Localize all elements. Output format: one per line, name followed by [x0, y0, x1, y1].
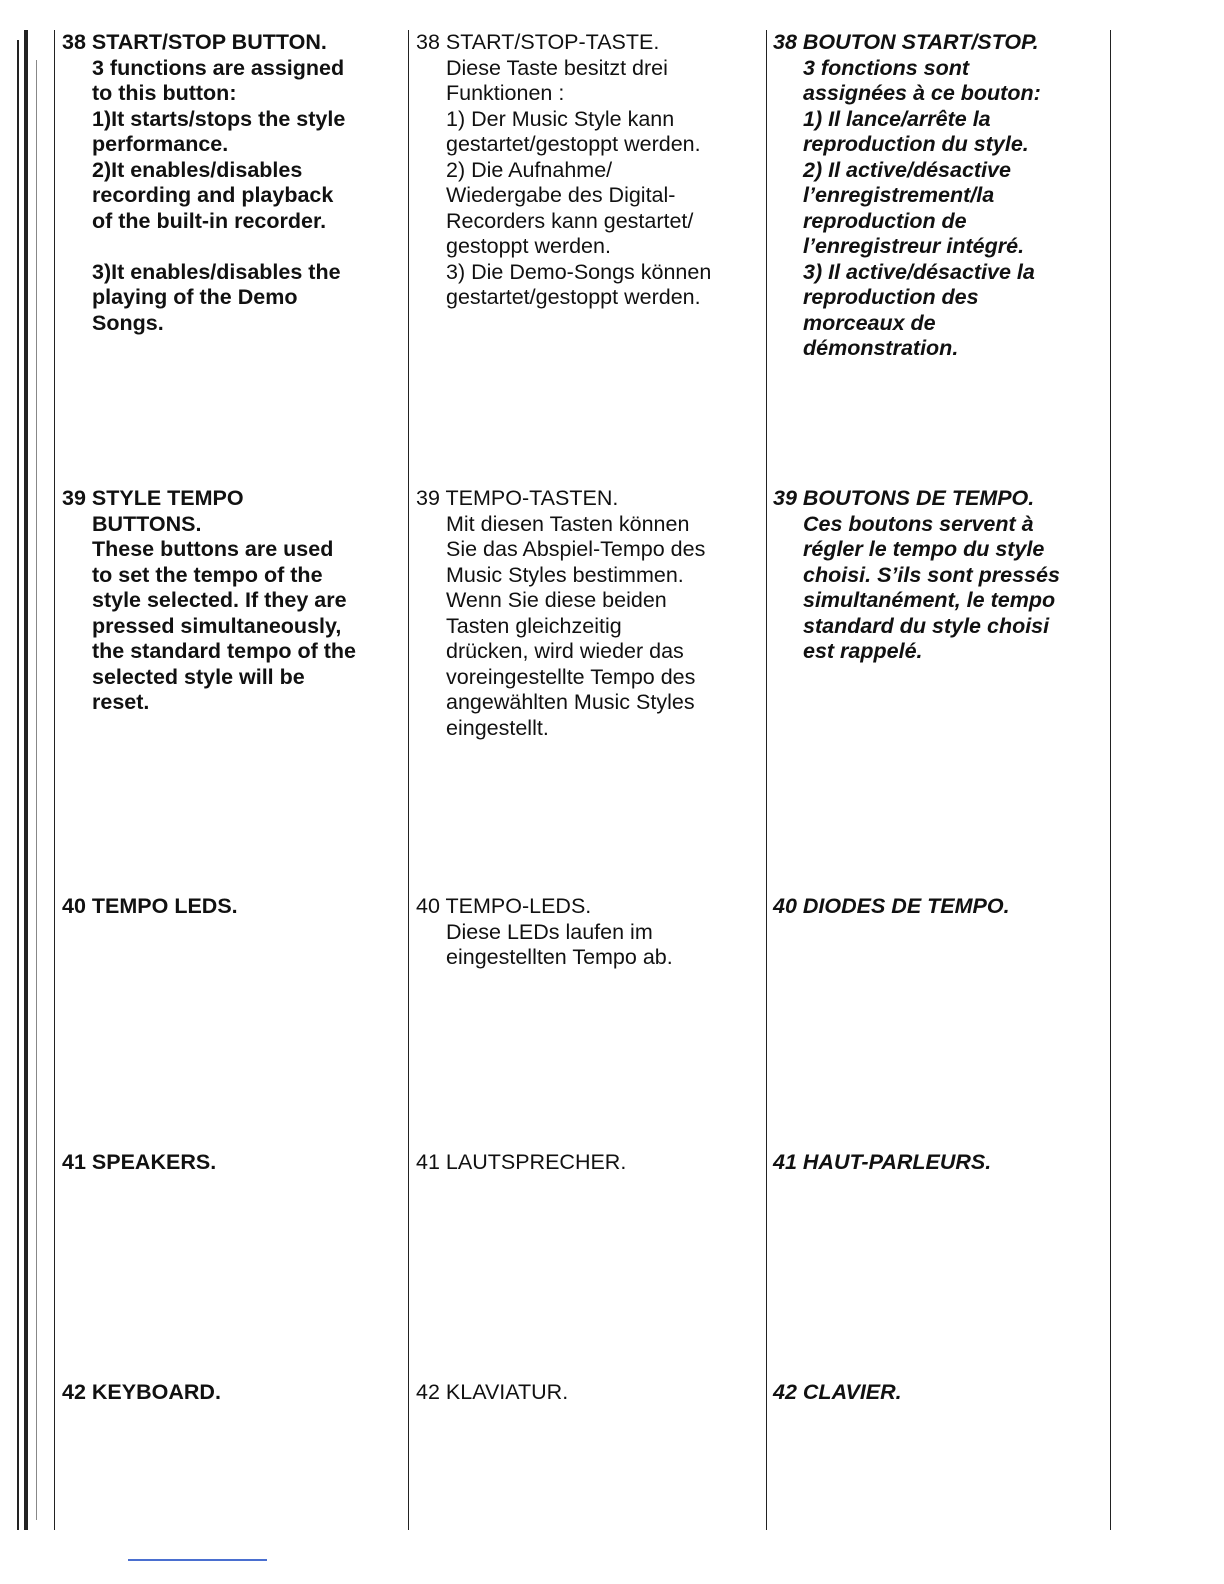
body-line: voreingestellte Tempo des — [446, 664, 696, 689]
entry-number: 39 — [416, 486, 440, 510]
entry-heading — [62, 30, 402, 56]
entry-number: 40 — [416, 894, 440, 918]
entry-heading — [773, 30, 1108, 56]
body-line: morceaux de — [803, 310, 936, 335]
body-line: Sie das Abspiel-Tempo des — [446, 537, 706, 561]
entry-title: START/STOP-TASTE. — [445, 30, 660, 54]
body-line: reproduction du style. — [803, 132, 1029, 156]
entry-heading — [62, 894, 402, 920]
entry-title: TEMPO-TASTEN. — [445, 486, 619, 510]
entry-heading — [62, 1150, 402, 1176]
entry-39-de — [416, 486, 761, 741]
entry-42-fr — [773, 1380, 1108, 1406]
body-line: 3)It enables/disables the — [92, 259, 341, 284]
body-line: These buttons are used — [92, 537, 334, 561]
entry-title: BOUTON START/STOP. — [802, 30, 1039, 54]
body-line: of the built-in recorder. — [92, 208, 327, 233]
body-line: Wiedergabe des Digital- — [446, 183, 676, 207]
entry-number: 41 — [62, 1150, 86, 1174]
entry-body — [773, 56, 1108, 362]
body-line: performance. — [92, 132, 229, 156]
entry-heading — [416, 894, 761, 920]
entry-body — [416, 512, 761, 742]
body-line: est rappelé. — [803, 639, 923, 663]
entry-41-en — [62, 1150, 402, 1176]
body-line: régler le tempo du style — [803, 537, 1045, 561]
entry-heading — [416, 1150, 761, 1176]
body-line: eingestellten Tempo ab. — [446, 945, 673, 969]
body-line: standard du style choisi — [803, 613, 1050, 638]
body-line: reset. — [92, 690, 150, 714]
entry-title: STYLE TEMPO — [91, 486, 244, 510]
entry-title: DIODES DE TEMPO. — [802, 894, 1010, 918]
body-line: Songs. — [92, 310, 164, 335]
body-line: 2)It enables/disables — [92, 157, 303, 182]
body-line: Recorders kann gestartet/ — [446, 208, 694, 233]
entry-number: 38 — [62, 30, 86, 54]
body-line: drücken, wird wieder das — [446, 639, 684, 663]
entry-body — [62, 56, 402, 337]
body-line: angewählten Music Styles — [446, 690, 695, 714]
entry-40-fr — [773, 894, 1108, 920]
entry-title: KEYBOARD. — [91, 1380, 221, 1404]
body-line: gestartet/gestoppt werden. — [446, 285, 701, 309]
entry-42-de — [416, 1380, 761, 1406]
body-line: 2) Il active/désactive — [803, 157, 1011, 182]
entry-heading — [62, 1380, 402, 1406]
body-line: reproduction des — [803, 285, 979, 309]
entry-title: CLAVIER. — [802, 1380, 902, 1404]
entry-number: 39 — [62, 486, 86, 510]
entry-body — [773, 512, 1108, 665]
entry-number: 42 — [416, 1380, 440, 1404]
entry-38-fr — [773, 30, 1108, 362]
entry-heading — [416, 1380, 761, 1406]
body-line: Music Styles bestimmen. — [446, 562, 684, 587]
entry-title: TEMPO-LEDS. — [445, 894, 592, 918]
entry-title: SPEAKERS. — [91, 1150, 217, 1174]
column-rule-2 — [408, 30, 409, 1530]
body-line: simultanément, le tempo — [803, 588, 1056, 612]
entry-title: KLAVIATUR. — [445, 1380, 569, 1404]
body-line: choisi. S’ils sont pressés — [803, 562, 1060, 587]
entry-heading — [416, 486, 761, 512]
binding-mark-thin — [36, 60, 37, 1520]
entry-heading — [773, 894, 1108, 920]
body-line: playing of the Demo — [92, 285, 298, 309]
entry-number: 41 — [416, 1150, 440, 1174]
body-line: 1) Il lance/arrête la — [803, 106, 991, 131]
body-line: Diese Taste besitzt drei — [446, 55, 668, 80]
body-line: 3) Die Demo-Songs können — [446, 259, 712, 284]
body-line: Tasten gleichzeitig — [446, 613, 622, 638]
column-rule-3 — [766, 30, 767, 1530]
entry-40-en — [62, 894, 402, 920]
body-line: 1)It starts/stops the style — [92, 106, 346, 131]
body-line: l’enregistreur intégré. — [803, 234, 1025, 258]
body-line: eingestellt. — [446, 715, 549, 740]
entry-title: TEMPO LEDS. — [91, 894, 238, 918]
entry-38-de — [416, 30, 761, 311]
entry-42-en — [62, 1380, 402, 1406]
body-line: selected style will be — [92, 664, 305, 689]
body-line: Funktionen : — [446, 81, 565, 105]
body-line — [92, 234, 402, 260]
entry-39-en — [62, 486, 402, 716]
binding-mark-outer — [17, 40, 19, 1530]
entry-body — [416, 920, 761, 971]
body-line: style selected. If they are — [92, 588, 347, 612]
body-line: Ces boutons servent à — [803, 511, 1034, 536]
body-line: the standard tempo of the — [92, 639, 356, 663]
column-rule-1 — [54, 30, 55, 1530]
entry-heading — [62, 486, 402, 512]
body-line: 3) Il active/désactive la — [803, 259, 1035, 284]
body-line: to set the tempo of the — [92, 562, 323, 587]
body-line: 3 fonctions sont — [803, 55, 970, 80]
entry-heading — [773, 1150, 1108, 1176]
entry-title: HAUT-PARLEURS. — [802, 1150, 992, 1174]
body-line: Wenn Sie diese beiden — [446, 588, 667, 612]
binding-mark-inner — [24, 30, 28, 1530]
entry-title: START/STOP BUTTON. — [91, 30, 327, 54]
entry-number: 42 — [62, 1380, 86, 1404]
entry-number: 41 — [773, 1150, 797, 1174]
body-line: gestoppt werden. — [446, 234, 611, 258]
entry-heading — [416, 30, 761, 56]
body-line: 2) Die Aufnahme/ — [446, 157, 613, 182]
body-line: pressed simultaneously, — [92, 613, 342, 638]
column-rule-4 — [1110, 30, 1111, 1530]
entry-40-de — [416, 894, 761, 971]
entry-heading — [773, 1380, 1108, 1406]
body-line: reproduction de — [803, 208, 967, 233]
body-line: assignées à ce bouton: — [803, 81, 1041, 105]
entry-number: 39 — [773, 486, 797, 510]
entry-number: 42 — [773, 1380, 797, 1404]
body-line: Diese LEDs laufen im — [446, 919, 653, 944]
entry-number: 38 — [773, 30, 797, 54]
body-line: 3 functions are assigned — [92, 55, 345, 80]
entry-title: BOUTONS DE TEMPO. — [802, 486, 1035, 510]
body-line: démonstration. — [803, 336, 959, 360]
entry-41-fr — [773, 1150, 1108, 1176]
body-line: 1) Der Music Style kann — [446, 106, 675, 131]
entry-38-en — [62, 30, 402, 336]
entry-body — [416, 56, 761, 311]
entry-number: 40 — [62, 894, 86, 918]
body-line: l’enregistrement/la — [803, 183, 995, 207]
entry-39-fr — [773, 486, 1108, 665]
entry-number: 38 — [416, 30, 440, 54]
body-line: recording and playback — [92, 183, 334, 207]
entry-body — [62, 512, 402, 716]
entry-number: 40 — [773, 894, 797, 918]
body-line: BUTTONS. — [92, 511, 202, 536]
entry-41-de — [416, 1150, 761, 1176]
entry-heading — [773, 486, 1108, 512]
body-line: gestartet/gestoppt werden. — [446, 132, 701, 156]
entry-title: LAUTSPRECHER. — [445, 1150, 627, 1174]
footer-rule — [128, 1559, 267, 1561]
body-line: to this button: — [92, 81, 237, 105]
body-line: Mit diesen Tasten können — [446, 511, 690, 536]
